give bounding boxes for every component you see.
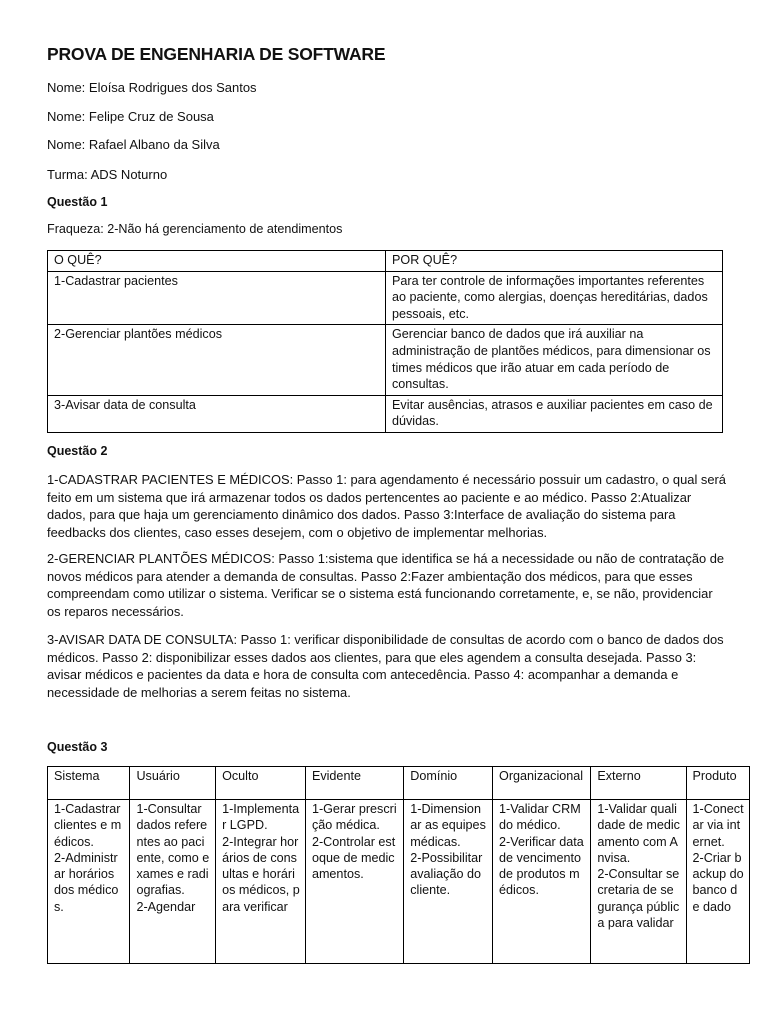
table-cell: 2-Gerenciar plantões médicos xyxy=(48,325,386,395)
question-3-table xyxy=(47,766,750,964)
table-cell: 1-Gerar prescrição médica. 2-Controlar estoque de medicamentos. xyxy=(305,800,403,964)
header-cell: Usuário xyxy=(130,767,216,800)
paragraph: 2-GERENCIAR PLANTÕES MÉDICOS: Passo 1:sistema que identifica se há a necessidade ou não de contratação de novos médicos para atender a demanda de consultas. Passo 2:Fazer ambientação dos médicos, para que esses compreendam como utilizar o sistema. Verificar se o sistema está funcionando corretamente, e, se não, providenciar os reparos necessários. xyxy=(47,551,725,619)
header-cell: Sistema xyxy=(48,767,130,800)
table-cell: 1-Validar qualidade de medicamento com Anvisa. 2-Consultar secretaria de segurança pública para validar xyxy=(591,800,686,964)
table-cell: 1-Consultar dados referentes ao paciente, como exames e radiografias. 2-Agendar xyxy=(130,800,216,964)
table-cell: 1-Cadastrar clientes e médicos. 2-Administrar horários dos médicos. xyxy=(48,800,130,964)
table-cell: 1-Implementar LGPD. 2-Integrar horários de consultas e horários médicos, para verificar xyxy=(216,800,306,964)
question-1-table xyxy=(47,250,723,433)
table-cell: 1-Conectar via internet. 2-Criar backup do banco de dado xyxy=(686,800,750,964)
table-row xyxy=(48,271,723,325)
table-cell: 3-Avisar data de consulta xyxy=(48,395,386,432)
page-title: PROVA DE ENGENHARIA DE SOFTWARE xyxy=(47,44,386,64)
student-name-1: Nome: Eloísa Rodrigues dos Santos xyxy=(47,80,257,95)
header-cell: Evidente xyxy=(305,767,403,800)
table-row xyxy=(48,325,723,395)
table-cell: 1-Dimensionar as equipes médicas. 2-Possibilitar avaliação do cliente. xyxy=(404,800,493,964)
weakness-text: Fraqueza: 2-Não há gerenciamento de atendimentos xyxy=(47,222,343,236)
header-cell: Domínio xyxy=(404,767,493,800)
header-cell: Oculto xyxy=(216,767,306,800)
table-cell: Evitar ausências, atrasos e auxiliar pacientes em caso de dúvidas. xyxy=(386,395,723,432)
table-row xyxy=(48,395,723,432)
student-name-2: Nome: Felipe Cruz de Sousa xyxy=(47,109,214,124)
table-cell: 1-Validar CRM do médico. 2-Verificar data de vencimento de produtos médicos. xyxy=(493,800,591,964)
table-header-row xyxy=(48,251,723,272)
question-1-heading: Questão 1 xyxy=(47,195,108,209)
paragraph: 3-AVISAR DATA DE CONSULTA: Passo 1: verificar disponibilidade de consultas de acordo com o banco de dados dos médicos. Passo 2: disponibilizar esses dados aos clientes, para que eles agendem a consulta desejada. Passo 3: avisar médicos e pacientes da data e hora de consulta com antecedência. Passo 4: acompanhar a demanda e necessidade de melhorias a serem feitas no sistema. xyxy=(47,632,724,700)
question-2-heading: Questão 2 xyxy=(47,444,108,458)
table-row xyxy=(48,800,750,964)
header-why: POR QUÊ? xyxy=(386,251,723,272)
table-cell: Gerenciar banco de dados que irá auxiliar na administração de plantões médicos, para dimensionar os times médicos que irão atuar em cada período de consultas. xyxy=(386,325,723,395)
student-name-3: Nome: Rafael Albano da Silva xyxy=(47,137,220,152)
table-header-row xyxy=(48,767,750,800)
header-what: O QUÊ? xyxy=(48,251,386,272)
table-cell: Para ter controle de informações importantes referentes ao paciente, como alergias, doenças hereditárias, dados pessoais, etc. xyxy=(386,271,723,325)
question-3-heading: Questão 3 xyxy=(47,740,108,754)
header-cell: Externo xyxy=(591,767,686,800)
header-cell: Organizacional xyxy=(493,767,591,800)
header-cell: Produto xyxy=(686,767,750,800)
paragraph: 1-CADASTRAR PACIENTES E MÉDICOS: Passo 1: para agendamento é necessário possuir um cadastro, o qual será feito em um sistema que irá armazenar todos os dados pertencentes ao paciente e ao médico. Passo 2:Atualizar dados, para que haja um gerenciamento dinâmico dos dados. Passo 3:Interface de avaliação do sistema para feedbacks dos clientes, caso esses desejem, com o objetivo de implementar melhorias. xyxy=(47,472,726,540)
class-label: Turma: ADS Noturno xyxy=(47,167,168,182)
table-cell: 1-Cadastrar pacientes xyxy=(48,271,386,325)
